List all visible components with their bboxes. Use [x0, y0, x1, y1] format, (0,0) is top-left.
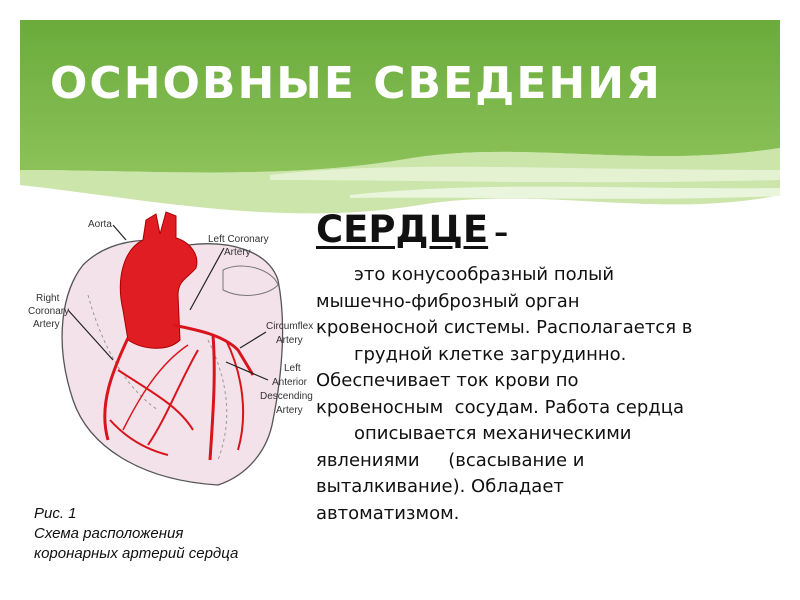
- term-heading: [316, 208, 508, 251]
- body-line: это конусообразный полый: [354, 264, 615, 285]
- body-line: выталкивание). Обладает: [316, 476, 564, 497]
- body-line: мышечно-фиброзный орган: [316, 290, 580, 312]
- caption-line: Схема расположения: [34, 525, 184, 542]
- figure-caption: [34, 504, 238, 564]
- label-left-coronary-2: Artery: [224, 247, 251, 258]
- label-right-coronary-3: Artery: [33, 319, 60, 330]
- body-line: кровеносной системы. Располагается в: [316, 317, 693, 338]
- label-lad-4: Artery: [276, 405, 303, 416]
- body-line: автоматизмом.: [316, 502, 460, 524]
- body-line: описывается механическими: [354, 423, 632, 444]
- label-right-coronary-2: Coronary: [28, 306, 70, 317]
- label-lad-2: Anterior: [272, 377, 308, 388]
- label-circumflex-2: Artery: [276, 335, 303, 346]
- caption-line: коронарных артерий сердца: [34, 545, 239, 562]
- label-circumflex-1: Circumflex: [266, 321, 314, 332]
- definition-text: [316, 262, 786, 527]
- caption-line: Рис. 1: [34, 505, 77, 522]
- label-aorta: Aorta: [88, 219, 112, 230]
- body-line: явлениями (всасывание и: [316, 449, 585, 471]
- body-line: Обеспечивает ток крови по: [316, 370, 579, 391]
- term-dash: –: [494, 216, 509, 249]
- title-banner: [20, 20, 780, 230]
- term-word: СЕРДЦЕ: [316, 208, 489, 251]
- label-left-coronary-1: Left Coronary: [208, 234, 269, 245]
- body-line: грудной клетке загрудинно.: [354, 343, 627, 365]
- label-right-coronary-1: Right: [36, 293, 60, 304]
- label-lad-3: Descending: [260, 391, 313, 402]
- heart-diagram: [28, 200, 318, 500]
- body-line: кровеносным сосудам. Работа сердца: [316, 396, 684, 418]
- label-lad-1: Left: [284, 363, 301, 374]
- slide-title: ОСНОВНЫЕ СВЕДЕНИЯ: [50, 58, 662, 109]
